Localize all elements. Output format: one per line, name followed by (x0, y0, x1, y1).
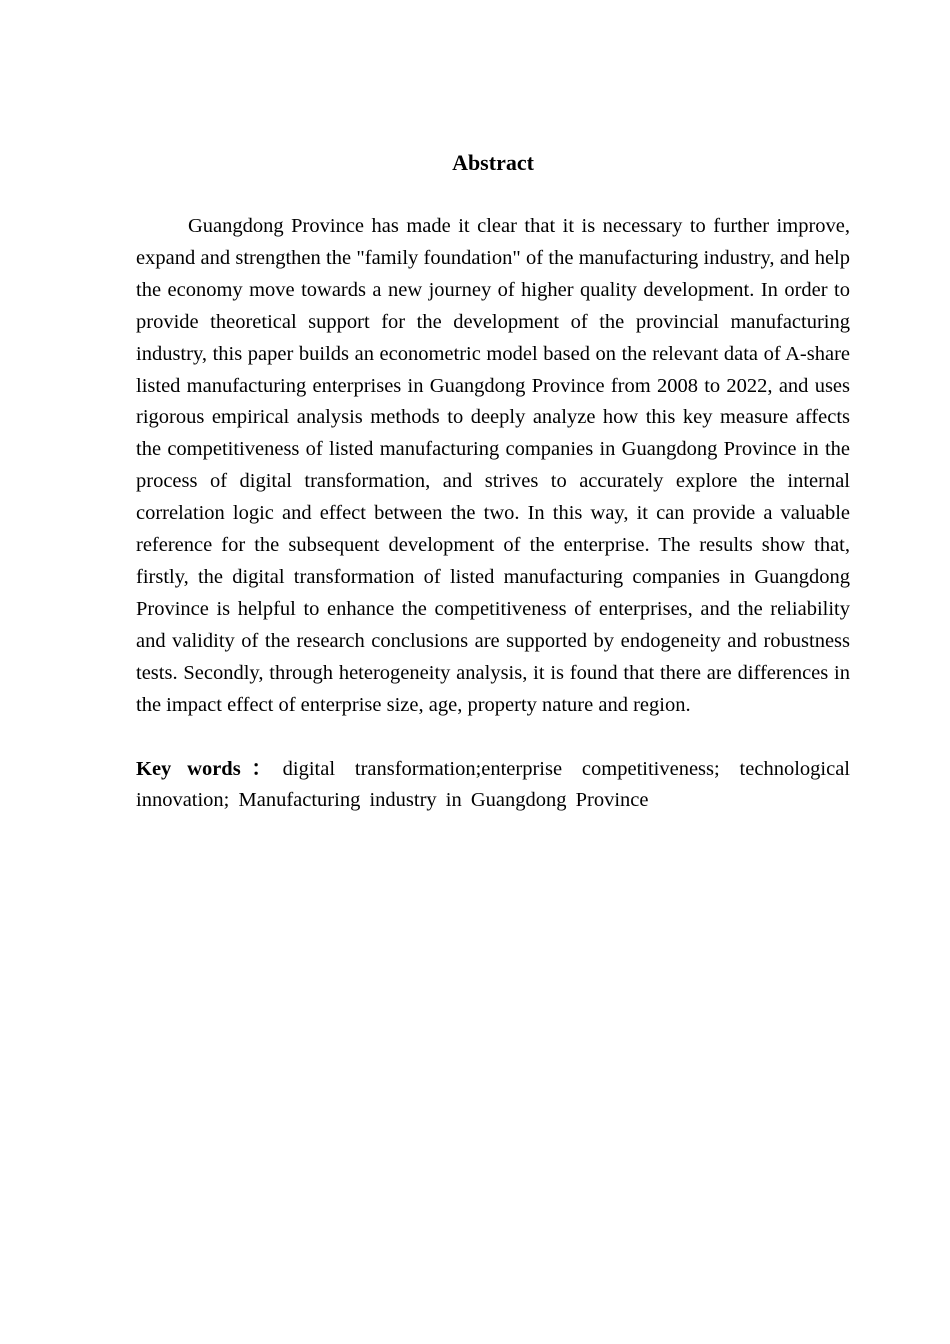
abstract-content (136, 211, 850, 817)
keywords-label: Key words： (136, 757, 283, 780)
abstract-body: Guangdong Province has made it clear that it is necessary to further improve, expand and strengthen the "family foundation" of the manufacturing industry, and help the economy move towards a new journey of higher quality development. In order to provide theoretical support for the development of the provincial manufacturing industry, this paper builds an econometric model based on the relevant data of A-share listed manufacturing enterprises in Guangdong Province from 2008 to 2022, and uses rigorous empirical analysis methods to deeply analyze how this key measure affects the competitiveness of listed manufacturing companies in Guangdong Province in the process of digital transformation, and strives to accurately explore the internal correlation logic and effect between the two. In this way, it can provide a valuable reference for the subsequent development of the enterprise. The results show that, firstly, the digital transformation of listed manufacturing companies in Guangdong Province is helpful to enhance the competitiveness of enterprises, and the reliability and validity of the research conclusions are supported by endogeneity and robustness tests. Secondly, through heterogeneity analysis, it is found that there are differences in the impact effect of enterprise size, age, property nature and region. (136, 215, 850, 716)
abstract-title: Abstract (452, 150, 534, 175)
keywords-paragraph (136, 754, 850, 818)
keywords-text: digital transformation;enterprise competitiveness; technological innovation; Manufacturing industry in Guangdong Province (136, 757, 850, 812)
